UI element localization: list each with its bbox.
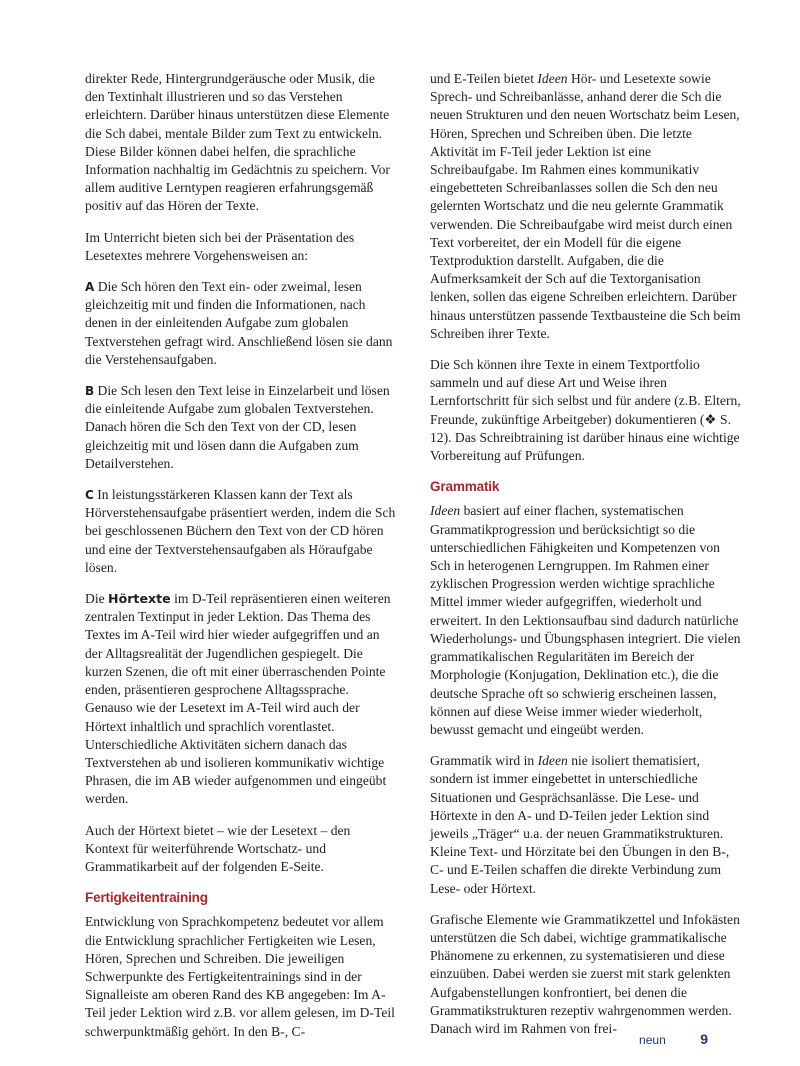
text-run: und E-Teilen bietet xyxy=(430,71,538,86)
paragraph xyxy=(430,70,742,343)
section-heading-grammatik: Grammatik xyxy=(430,479,500,495)
page-number: 9 xyxy=(700,1031,708,1047)
option-text: In leistungsstärkeren Klassen kann der Text als Hörverstehensaufgabe präsentiert werden, indem die Sch bei geschlossenen Büchern den Text von der CD hören und eine der Textverstehensaufgaben als Höraufgabe lösen. xyxy=(85,487,396,575)
text-run: basiert auf einer flachen, systematischen Grammatikprogression und berücksichtigt so die unterschiedlichen Fähigkeiten und Kompetenzen von Sch in heterogenen Lerngruppen. Im Rahmen einer zyklischen Progression werden wichtige sprachliche Mittel immer wieder aufgegriffen, wiederholt und erweitert. In den Lektionsaufbau sind dadurch natürliche Wiederholungs- und Übungsphasen integriert. Die vielen grammatikalischen Regularitäten im Bereich der Morphologie (Konjugation, Deklination etc.), die die deutsche Sprache oft so schwierig erscheinen lassen, können auf diese Weise immer wieder wiederholt, bewusst gemacht und eingeübt werden. xyxy=(430,503,741,737)
page-footer xyxy=(639,1031,708,1049)
paragraph xyxy=(430,502,742,739)
option-text: Die Sch lesen den Text leise in Einzelarbeit und lösen die einleitende Aufgabe zum globalen Textverstehen. Danach hören die Sch den Text von der CD, lesen gleichzeitig mit und lösen dann die Aufgaben zum Detailverstehen. xyxy=(85,383,390,471)
text-run: Die xyxy=(85,591,109,607)
option-a-paragraph xyxy=(85,278,397,369)
option-letter: C xyxy=(85,488,94,503)
text-run: Hör- und Lesetexte sowie Sprech- und Schreibanlässe, anhand derer die Sch die neuen Strukturen und den neuen Wortschatz beim Lesen, Hören, Sprechen und Schreiben üben. Die letzte Aktivität im F-Teil jeder Lektion ist eine Schreibaufgabe. Im Rahmen eines kommunikativ eingebetteten Schreibanlasses sollen die Sch den neu gelernten Wortschatz und die neu gelernte Grammatik verwenden. Die Schreibaufgabe wird meist durch einen Text vorbereitet, der ein Modell für die eigene Textproduktion darstellt. Aufgaben, die die Aufmerksamkeit der Sch auf die Textorganisation lenken, sollen das eigene Schreiben erleichtern. Darüber hinaus unterstützen passende Textbausteine die Sch beim Schreiben ihrer Texte. xyxy=(430,71,741,341)
right-column xyxy=(430,70,742,1051)
italic-title: Ideen xyxy=(430,503,461,519)
paragraph: Auch der Hörtext bietet – wie der Lesetext – den Kontext für weiterführende Wortschatz- und Grammatikarbeit auf der folgenden E-Seite. xyxy=(85,822,351,874)
text-run: im D-Teil repräsentieren einen weiteren zentralen Textinput in jeder Lektion. Das Thema des Textes im A-Teil wird hier wieder aufgegriffen und an der Alltagsrealität der Jugendlichen gespiegelt. Die kurzen Szenen, die oft mit einer überraschenden Pointe enden, präsentieren gesprochene Alltagssprache. Genauso wie der Lesetext im A-Teil wird auch der Hörtext inhaltlich und sprachlich vorentlastet. Unterschiedliche Aktivitäten sichern danach das Textverstehen ab und isolieren kommunikativ wichtige Phrasen, die im AB wieder aufgenommen und eingeübt werden. xyxy=(85,591,391,807)
option-letter: A xyxy=(85,280,95,295)
italic-title: Ideen xyxy=(537,753,568,769)
page-number-word: neun xyxy=(639,1033,666,1047)
option-c-paragraph xyxy=(85,486,397,577)
text-run: Grammatik wird in xyxy=(430,753,538,769)
paragraph-hoertexte xyxy=(85,590,397,808)
option-letter: B xyxy=(85,384,95,399)
paragraph: Grafische Elemente wie Grammatikzettel und Infokästen unterstützen die Sch dabei, wichtige grammatikalische Phänomene zu erkennen, zu systematisieren und diese einzuüben. Dabei werden sie zuerst mit stark gelenkten Aufgabenstellungen konfrontiert, bei denen die Grammatikstrukturen rezeptiv wahrgenommen werden. Danach wird im Rahmen von frei- xyxy=(430,911,740,1036)
paragraph: Entwicklung von Sprachkompetenz bedeutet vor allem die Entwicklung sprachlicher Fertigkeiten wie Lesen, Hören, Sprechen und Schreiben. Die jeweiligen Schwerpunkte des Fertigkeitentrainings sind in der Signalleiste am oberen Rand des KB angegeben: Im A-Teil jeder Lektion wird z.B. vor allem gelesen, im D-Teil schwerpunktmäßig gehört. In den B-, C- xyxy=(85,914,395,1039)
paragraph xyxy=(430,752,742,898)
text-run: nie isoliert thematisiert, sondern ist immer eingebettet in unterschiedliche Situationen und Gesprächsanlässe. Die Lese- und Hörtexte in den A- und D-Teilen jeder Lektion sind jeweils „Träger“ u.a. der neuen Grammatikstrukturen. Kleine Text- und Hörzitate bei den Übungen in den B-, C- und E-Teilen schaffen die direkte Verbindung zum Lese- oder Hörtext. xyxy=(430,753,730,896)
paragraph: Im Unterricht bieten sich bei der Präsentation des Lesetextes mehrere Vorgehensweisen an: xyxy=(85,229,355,263)
italic-title: Ideen xyxy=(537,71,568,86)
option-b-paragraph xyxy=(85,382,397,473)
section-heading-fertigkeitentraining: Fertigkeitentraining xyxy=(85,890,208,906)
bold-term: Hörtexte xyxy=(108,591,171,607)
paragraph: direkter Rede, Hintergrundgeräusche oder Musik, die den Textinhalt illustrieren und so das Verstehen erleichtern. Darüber hinaus unterstützen diese Elemente die Sch dabei, mentale Bilder zum Text zu entwickeln. Diese Bilder können dabei helfen, die sprachliche Information nachhaltig im Gedächtnis zu speichern. Vor allem auditive Lerntypen reagieren erfahrungsgemäß positiv auf das Hören der Texte. xyxy=(85,71,390,214)
left-column xyxy=(85,70,397,1054)
option-text: Die Sch hören den Text ein- oder zweimal, lesen gleichzeitig mit und finden die Informationen, nach denen in der einleitenden Aufgabe zum globalen Textverstehen gefragt wird. Anschließend lösen sie dann die Verstehensaufgaben. xyxy=(85,279,393,367)
paragraph: Die Sch können ihre Texte in einem Textportfolio sammeln und auf diese Art und Weise ihren Lernfortschritt für sich selbst und für andere (z.B. Eltern, Freunde, zukünftige Arbeitgeber) dokumentieren (❖ S. 12). Das Schreibtraining ist darüber hinaus eine wichtige Vorbereitung auf Prüfungen. xyxy=(430,357,741,464)
